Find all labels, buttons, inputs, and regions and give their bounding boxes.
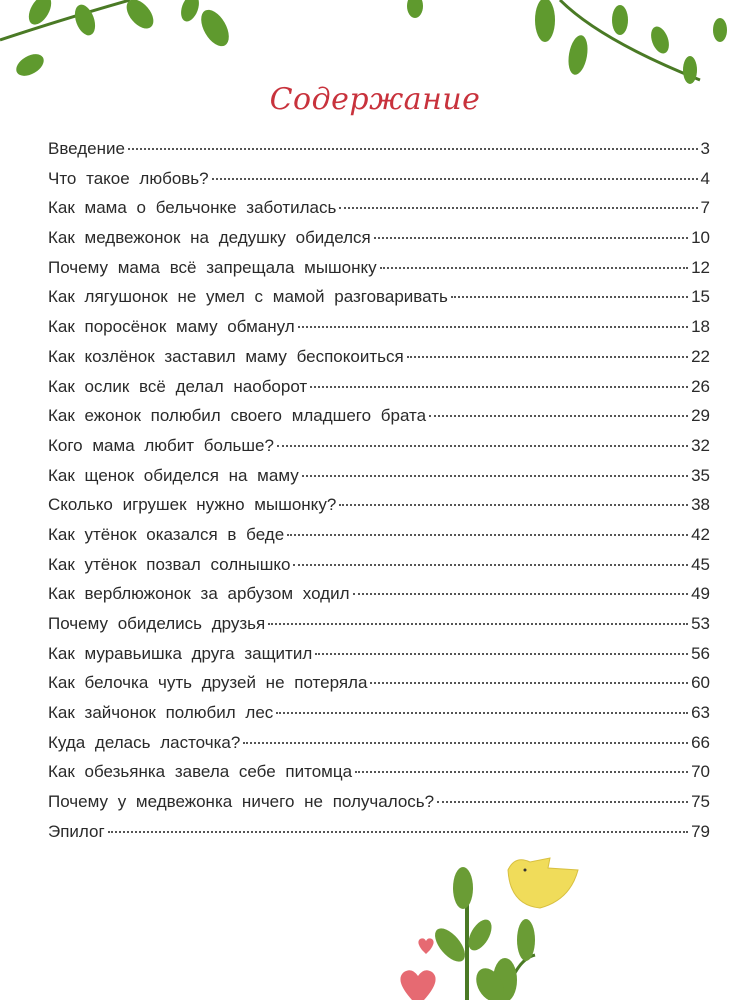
toc-entry-title: Что такое любовь? bbox=[48, 168, 209, 188]
toc-entry-page: 7 bbox=[700, 198, 710, 218]
toc-entry-title: Введение bbox=[48, 139, 125, 158]
dot-leader bbox=[277, 445, 688, 447]
toc-entry bbox=[48, 733, 710, 763]
toc-entry-title: Как зайчонок полюбил лес bbox=[48, 703, 274, 723]
toc-entry bbox=[48, 792, 710, 822]
table-of-contents bbox=[48, 139, 710, 852]
toc-entry bbox=[48, 377, 710, 407]
toc-entry bbox=[48, 139, 710, 169]
toc-entry-title: Как утёнок оказался в беде bbox=[48, 524, 285, 544]
toc-entry bbox=[48, 228, 710, 258]
toc-entry-title: Как лягушонок не умел с мамой разговаривать bbox=[48, 287, 448, 307]
toc-entry-title: Как верблюжонок за арбузом ходил bbox=[48, 584, 350, 604]
toc-entry-title: Как поросёнок маму обманул bbox=[48, 317, 295, 337]
toc-entry-page: 45 bbox=[691, 554, 710, 574]
toc-entry-page: 60 bbox=[691, 673, 710, 693]
dot-leader bbox=[451, 296, 688, 298]
toc-entry-page: 66 bbox=[691, 732, 710, 752]
dot-leader bbox=[355, 771, 688, 773]
toc-entry-page: 63 bbox=[691, 703, 710, 723]
toc-entry-page: 26 bbox=[691, 376, 710, 396]
toc-entry bbox=[48, 258, 710, 288]
dot-leader bbox=[370, 682, 688, 684]
dot-leader bbox=[310, 386, 688, 388]
toc-entry-title: Сколько игрушек нужно мышонку? bbox=[48, 495, 337, 515]
toc-entry-title: Как утёнок позвал солнышко bbox=[48, 554, 291, 574]
toc-entry-page: 56 bbox=[691, 643, 710, 663]
toc-entry-title: Почему мама всё запрещала мышонку bbox=[48, 257, 377, 277]
toc-entry-page: 15 bbox=[691, 287, 710, 307]
dot-leader bbox=[407, 356, 688, 358]
toc-entry bbox=[48, 198, 710, 228]
dot-leader bbox=[374, 237, 688, 239]
toc-entry bbox=[48, 584, 710, 614]
bird-icon bbox=[508, 858, 578, 908]
dot-leader bbox=[276, 712, 688, 714]
dot-leader bbox=[353, 593, 689, 595]
dot-leader bbox=[380, 267, 688, 269]
toc-entry-page: 22 bbox=[691, 346, 710, 366]
top-left-branch-icon bbox=[0, 0, 235, 80]
dot-leader bbox=[339, 207, 697, 209]
dot-leader bbox=[429, 415, 688, 417]
toc-entry-title: Эпилог bbox=[48, 821, 105, 841]
toc-entry-title: Куда делась ласточка? bbox=[48, 732, 241, 752]
dot-leader bbox=[302, 475, 688, 477]
toc-entry-page: 38 bbox=[691, 495, 710, 515]
toc-entry-title: Как козлёнок заставил маму беспокоиться bbox=[48, 346, 404, 366]
toc-entry-title: Кого мама любит больше? bbox=[48, 435, 274, 455]
toc-entry-title: Почему обиделись друзья bbox=[48, 614, 266, 633]
toc-entry-page: 29 bbox=[691, 406, 710, 426]
toc-entry-title: Как белочка чуть друзей не потеряла bbox=[48, 673, 368, 693]
dot-leader bbox=[287, 534, 688, 536]
toc-entry-title: Как щенок обиделся на маму bbox=[48, 465, 299, 485]
top-right-branch-icon bbox=[407, 0, 727, 84]
toc-entry bbox=[48, 287, 710, 317]
toc-entry-title: Как ежонок полюбил своего младшего брата bbox=[48, 406, 427, 426]
dot-leader bbox=[128, 148, 698, 150]
toc-entry-page: 3 bbox=[700, 139, 710, 158]
dot-leader bbox=[339, 504, 688, 506]
toc-entry bbox=[48, 466, 710, 496]
toc-entry-page: 75 bbox=[691, 792, 710, 812]
toc-entry-page: 32 bbox=[691, 435, 710, 455]
toc-entry bbox=[48, 406, 710, 436]
toc-entry-page: 49 bbox=[691, 584, 710, 604]
toc-entry bbox=[48, 495, 710, 525]
toc-entry-page: 4 bbox=[700, 168, 710, 188]
dot-leader bbox=[437, 801, 688, 803]
toc-entry bbox=[48, 525, 710, 555]
toc-entry-page: 70 bbox=[691, 762, 710, 782]
toc-entry-title: Как ослик всё делал наоборот bbox=[48, 376, 308, 396]
toc-entry bbox=[48, 347, 710, 377]
toc-entry-page: 42 bbox=[691, 524, 710, 544]
toc-entry-title: Почему у медвежонка ничего не получалось? bbox=[48, 792, 435, 812]
toc-entry bbox=[48, 673, 710, 703]
dot-leader bbox=[243, 742, 688, 744]
toc-entry-page: 12 bbox=[691, 257, 710, 277]
toc-entry bbox=[48, 644, 710, 674]
page-title: Содержание bbox=[269, 82, 481, 117]
dot-leader bbox=[315, 653, 688, 655]
toc-entry bbox=[48, 822, 710, 852]
toc-entry-page: 35 bbox=[691, 465, 710, 485]
toc-entry-page: 79 bbox=[691, 821, 710, 841]
toc-entry bbox=[48, 555, 710, 585]
toc-entry bbox=[48, 436, 710, 466]
toc-entry-page: 53 bbox=[691, 614, 710, 633]
toc-entry-title: Как обезьянка завела себе питомца bbox=[48, 762, 353, 782]
toc-entry-title: Как муравьишка друга защитил bbox=[48, 643, 313, 663]
toc-entry bbox=[48, 762, 710, 792]
toc-entry bbox=[48, 169, 710, 199]
toc-entry-title: Как мама о бельчонке заботилась bbox=[48, 198, 337, 218]
toc-entry bbox=[48, 614, 710, 644]
dot-leader bbox=[108, 831, 688, 833]
toc-entry bbox=[48, 317, 710, 347]
dot-leader bbox=[298, 326, 688, 328]
toc-entry-page: 10 bbox=[691, 228, 710, 248]
heart-icons bbox=[400, 938, 435, 1000]
dot-leader bbox=[293, 564, 688, 566]
dot-leader bbox=[268, 623, 688, 625]
toc-entry bbox=[48, 703, 710, 733]
dot-leader bbox=[212, 178, 698, 180]
toc-entry-title: Как медвежонок на дедушку обиделся bbox=[48, 228, 371, 248]
toc-entry-page: 18 bbox=[691, 317, 710, 337]
